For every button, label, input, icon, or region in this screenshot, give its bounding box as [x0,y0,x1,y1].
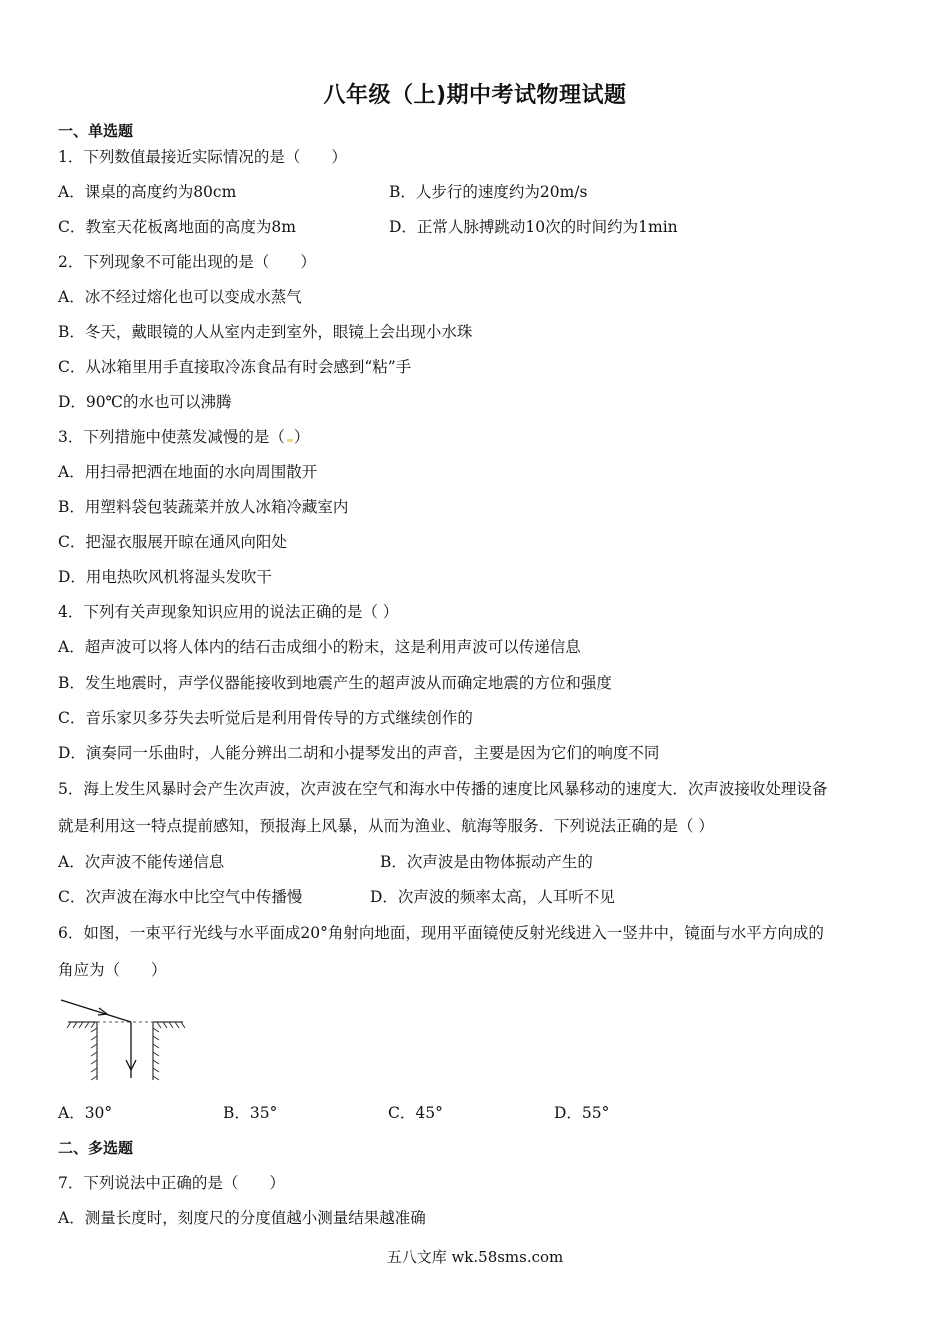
q3-option-d: D．用电热吹风机将湿头发吹干 [58,568,272,586]
q5-stem-line1: 5．海上发生风暴时会产生次声波，次声波在空气和海水中传播的速度比风暴移动的速度大．次声波接收处理设备 [58,780,828,798]
q2-option-d: D．90℃的水也可以沸腾 [58,393,232,411]
q1-option-d: D．正常人脉搏跳动10次的时间约为1min [389,218,678,236]
well-light-diagram [55,992,190,1087]
section-multi-choice: 二、多选题 [58,1139,134,1157]
q5-option-b: B．次声波是由物体振动产生的 [380,853,593,871]
q5-option-d: D．次声波的频率太高，人耳听不见 [370,888,615,906]
q4-option-c: C．音乐家贝多芬失去听觉后是利用骨传导的方式继续创作的 [58,709,473,727]
q1-stem: 1．下列数值最接近实际情况的是（ ） [58,148,347,166]
q5-option-a: A．次声波不能传递信息 [58,853,225,871]
q1-option-b: B．人步行的速度约为20m/s [389,183,588,201]
q3-stem-end: ） [293,428,310,446]
q2-option-c: C．从冰箱里用手直接取冷冻食品有时会感到“粘”手 [58,358,412,376]
q7-stem: 7．下列说法中正确的是（ ） [58,1174,285,1192]
page-title: 八年级（上)期中考试物理试题 [323,83,627,108]
q6-option-d: D．55° [554,1104,610,1122]
q4-option-b: B．发生地震时，声学仪器能接收到地震产生的超声波从而确定地震的方位和强度 [58,674,612,692]
q5-stem-line2: 就是利用这一特点提前感知，预报海上风暴，从而为渔业、航海等服务．下列说法正确的是（ ） [58,817,714,835]
q3-stem [58,425,309,447]
q2-option-b: B．冬天，戴眼镜的人从室内走到室外，眼镜上会出现小水珠 [58,323,473,341]
section-single-choice: 一、单选题 [58,122,134,140]
q6-option-a: A．30° [58,1104,113,1122]
q1-option-a: A．课桌的高度约为80cm [58,183,237,201]
footer-watermark: 五八文库 wk.58sms.com [386,1248,564,1266]
q3-option-b: B．用塑料袋包装蔬菜并放人冰箱冷藏室内 [58,498,349,516]
q2-option-a: A．冰不经过熔化也可以变成水蒸气 [58,288,302,306]
q6-option-c: C．45° [388,1104,443,1122]
q3-stem-text: 3．下列措施中使蒸发减慢的是（ [58,428,285,446]
q4-option-d: D．演奏同一乐曲时，人能分辨出二胡和小提琴发出的声音，主要是因为它们的响度不同 [58,744,660,762]
q6-option-b: B．35° [223,1104,278,1122]
q2-stem: 2．下列现象不可能出现的是（ ） [58,253,316,271]
q1-option-c: C．教室天花板离地面的高度为8m [58,218,296,236]
q5-option-c: C．次声波在海水中比空气中传播慢 [58,888,303,906]
q3-blank-mark [285,436,294,444]
q3-option-c: C．把湿衣服展开晾在通风向阳处 [58,533,287,551]
q6-stem-line2: 角应为（ ） [58,961,167,979]
q4-option-a: A．超声波可以将人体内的结石击成细小的粉末，这是利用声波可以传递信息 [58,638,581,656]
q4-stem: 4．下列有关声现象知识应用的说法正确的是（ ） [58,603,399,621]
q7-option-a: A．测量长度时，刻度尺的分度值越小测量结果越准确 [58,1209,426,1227]
q3-option-a: A．用扫帚把洒在地面的水向周围散开 [58,463,318,481]
q6-stem-line1: 6．如图，一束平行光线与水平面成20°角射向地面，现用平面镜使反射光线进入一竖井中，镜面与水平方向成的 [58,924,824,942]
